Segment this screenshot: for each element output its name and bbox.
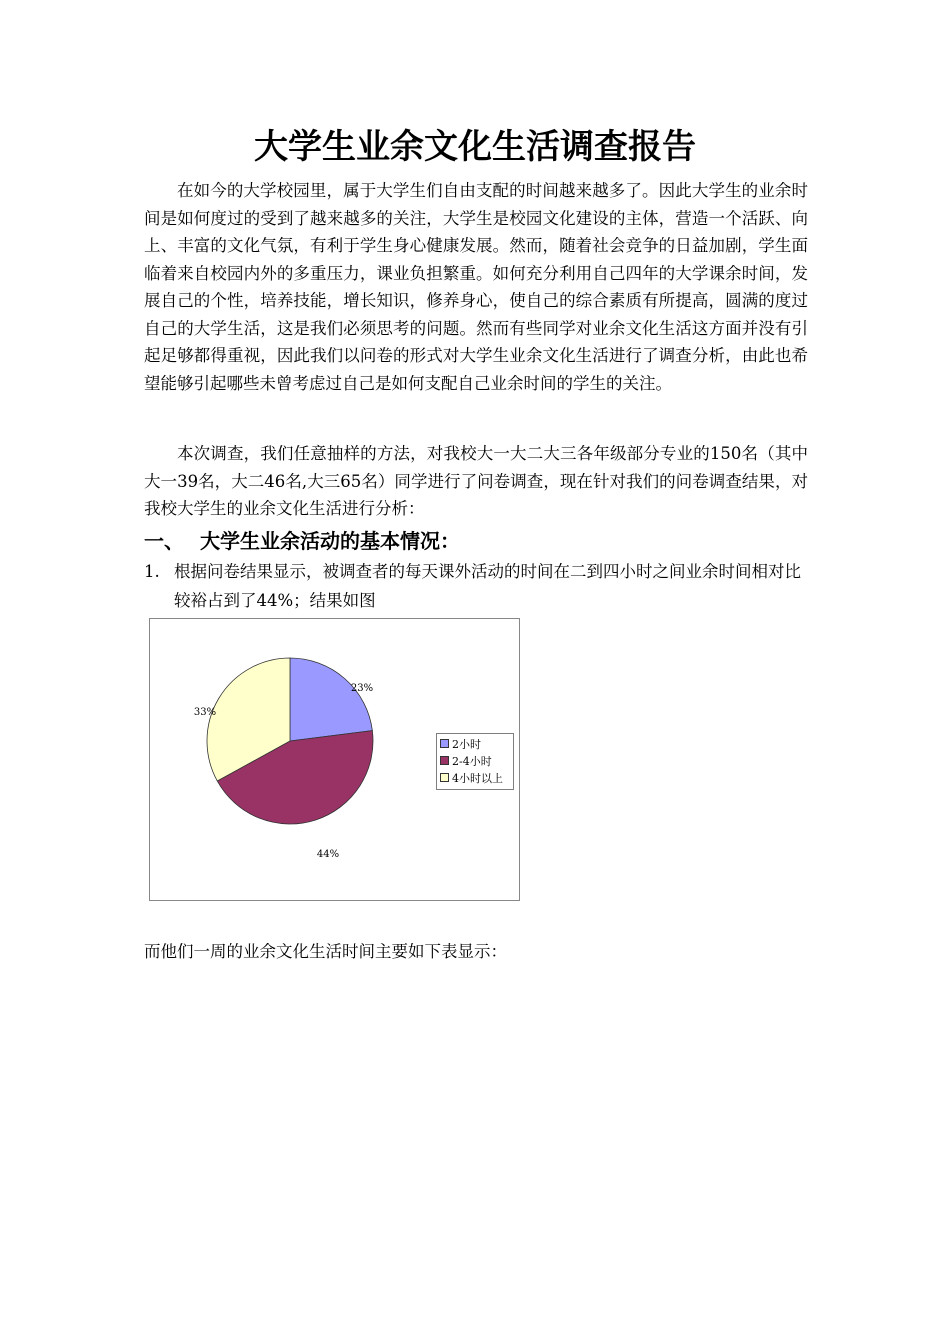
pie-chart xyxy=(149,618,520,901)
section-heading xyxy=(144,526,460,556)
page-title: 大学生业余文化生活调查报告 xyxy=(254,127,696,167)
chart-legend xyxy=(436,733,514,790)
pie-data-label-1: 23% xyxy=(350,683,374,694)
legend-item-1 xyxy=(440,736,513,753)
list-item-number: 1. xyxy=(144,562,160,581)
section-heading-text: 大学生业余活动的基本情况： xyxy=(200,529,460,553)
legend-label: 4小时以上 xyxy=(452,772,503,785)
legend-item-2 xyxy=(440,753,513,770)
section-number: 一、 xyxy=(144,529,184,553)
legend-label: 2小时 xyxy=(452,738,481,751)
list-item-text: 根据问卷结果显示，被调查者的每天课外活动的时间在二到四小时之间业余时间相对比较裕占到了44%；结果如图 xyxy=(174,562,801,610)
pie-slice-1 xyxy=(290,658,372,741)
list-item xyxy=(144,557,808,615)
survey-paragraph: 本次调查，我们任意抽样的方法，对我校大一大二大三各年级部分专业的150名（其中大一39名，大二46名,大三65名）同学进行了问卷调查，现在针对我们的问卷调查结果，对我校大学生的业余文化生活进行分析： xyxy=(144,444,808,518)
legend-label: 2-4小时 xyxy=(452,755,492,768)
legend-swatch xyxy=(440,739,449,748)
legend-swatch xyxy=(440,756,449,765)
legend-swatch xyxy=(440,773,449,782)
pie-data-label-2: 44% xyxy=(316,849,340,860)
pie-data-label-3: 33% xyxy=(193,707,217,718)
intro-paragraph: 在如今的大学校园里，属于大学生们自由支配的时间越来越多了。因此大学生的业余时间是如何度过的受到了越来越多的关注，大学生是校园文化建设的主体，营造一个活跃、向上、丰富的文化气氛，有利于学生身心健康发展。然而，随着社会竞争的日益加剧，学生面临着来自校园内外的多重压力，课业负担繁重。如何充分利用自己四年的大学课余时间，发展自己的个性，培养技能，增长知识，修养身心，使自己的综合素质有所提高，圆满的度过自己的大学生活，这是我们必须思考的问题。然而有些同学对业余文化生活这方面并没有引起足够都得重视，因此我们以问卷的形式对大学生业余文化生活进行了调查分析，由此也希望能够引起哪些未曾考虑过自己是如何支配自己业余时间的学生的关注。 xyxy=(144,181,808,393)
legend-item-3 xyxy=(440,770,513,787)
closing-text: 而他们一周的业余文化生活时间主要如下表显示： xyxy=(144,942,507,961)
